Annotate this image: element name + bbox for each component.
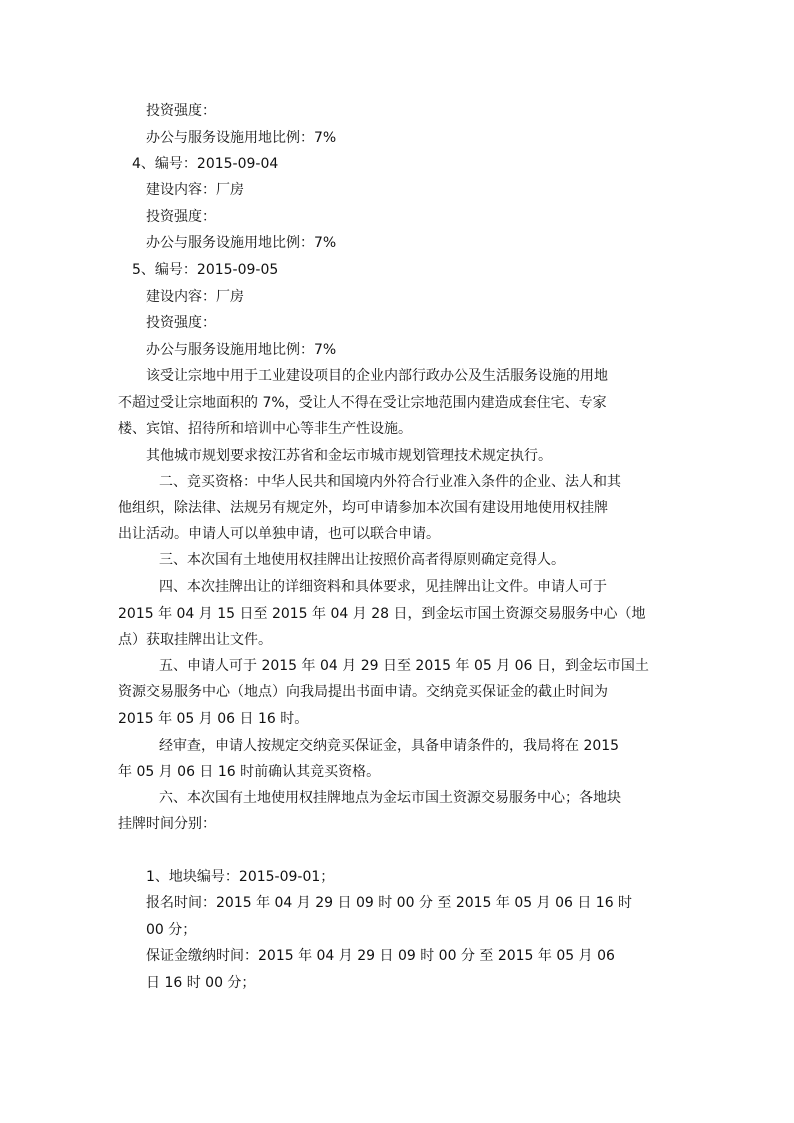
parcel-number-5: 5、编号：2015-09-05 (132, 262, 279, 278)
paragraph-line: 点）获取挂牌出让文件。 (118, 632, 272, 648)
deposit-payment-time-end: 日 16 时 00 分； (146, 975, 256, 991)
registration-time: 报名时间：2015 年 04 月 29 日 09 时 00 分 至 2015 年 05 月 06 日 16 时 (146, 895, 633, 911)
construction-content: 建设内容：厂房 (146, 182, 244, 198)
investment-intensity-label: 投资强度： (146, 103, 216, 119)
paragraph-line: 经审查，申请人按规定交纳竞买保证金，具备申请条件的，我局将在 2015 (159, 738, 620, 754)
paragraph-line: 年 05 月 06 日 16 时前确认其竞买资格。 (118, 764, 381, 780)
construction-content: 建设内容：厂房 (146, 289, 244, 305)
investment-intensity-label: 投资强度： (146, 209, 216, 225)
office-land-ratio: 办公与服务设施用地比例：7% (146, 235, 337, 251)
registration-time-end: 00 分； (146, 922, 197, 938)
office-land-ratio: 办公与服务设施用地比例：7% (146, 130, 337, 146)
paragraph-line: 2015 年 05 月 06 日 16 时。 (118, 711, 309, 727)
paragraph-line: 该受让宗地中用于工业建设项目的企业内部行政办公及生活服务设施的用地 (146, 368, 608, 384)
section-six-heading: 六、本次国有土地使用权挂牌地点为金坛市国土资源交易服务中心；各地块 (159, 790, 621, 806)
paragraph-line: 不超过受让宗地面积的 7%，受让人不得在受让宗地范围内建造成套住宅、专家 (118, 395, 607, 411)
section-three-heading: 三、本次国有土地使用权挂牌出让按照价高者得原则确定竞得人。 (159, 552, 565, 568)
office-land-ratio: 办公与服务设施用地比例：7% (146, 342, 337, 358)
paragraph-line: 2015 年 04 月 15 日至 2015 年 04 月 28 日，到金坛市国土资源交易服务中心（地 (118, 606, 646, 622)
section-two-heading: 二、竞买资格：中华人民共和国境内外符合行业准入条件的企业、法人和其 (159, 474, 621, 490)
paragraph-line: 挂牌时间分别： (118, 816, 216, 832)
paragraph-line: 他组织，除法律、法规另有规定外，均可申请参加本次国有建设用地使用权挂牌 (118, 500, 608, 516)
paragraph-line: 资源交易服务中心（地点）向我局提出书面申请。交纳竞买保证金的截止时间为 (118, 684, 608, 700)
parcel-number-1: 1、地块编号：2015-09-01； (146, 869, 335, 885)
deposit-payment-time: 保证金缴纳时间：2015 年 04 月 29 日 09 时 00 分 至 2015 年 05 月 06 (146, 948, 615, 964)
section-five-heading: 五、申请人可于 2015 年 04 月 29 日至 2015 年 05 月 06 日，到金坛市国土 (159, 658, 649, 674)
section-four-heading: 四、本次挂牌出让的详细资料和具体要求，见挂牌出让文件。申请人可于 (159, 579, 607, 595)
parcel-number-4: 4、编号：2015-09-04 (132, 156, 279, 172)
investment-intensity-label: 投资强度： (146, 315, 216, 331)
paragraph-line: 出让活动。申请人可以单独申请，也可以联合申请。 (118, 526, 440, 542)
paragraph-line: 楼、宾馆、招待所和培训中心等非生产性设施。 (118, 421, 412, 437)
paragraph-line: 其他城市规划要求按江苏省和金坛市城市规划管理技术规定执行。 (146, 448, 552, 464)
